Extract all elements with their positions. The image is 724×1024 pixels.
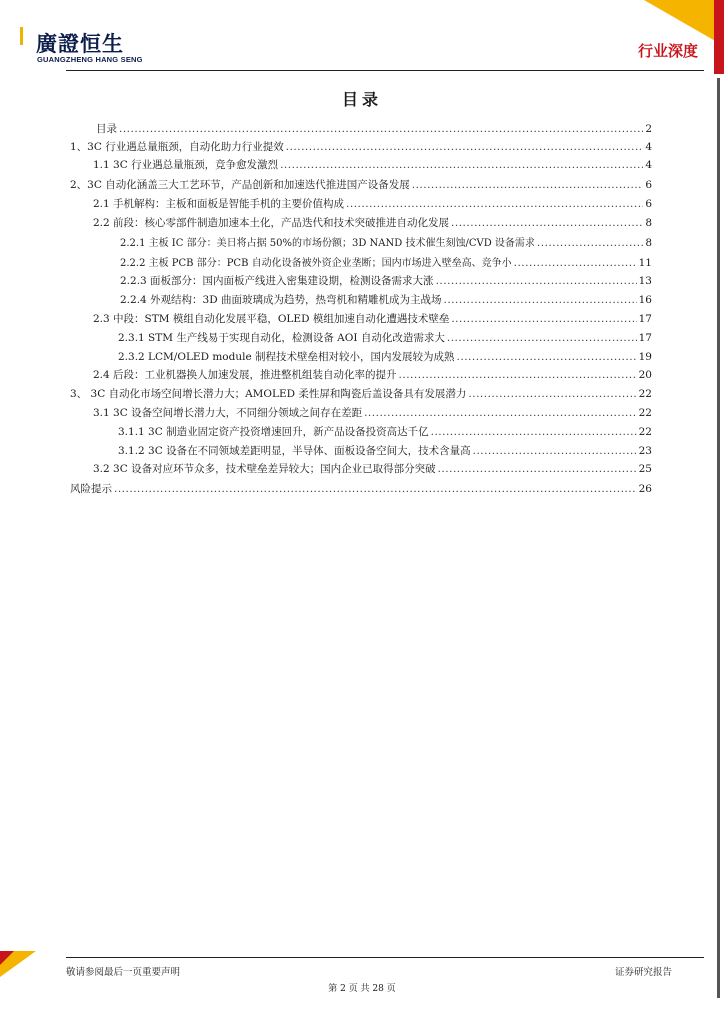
toc-entry[interactable] [120, 256, 652, 271]
toc-entry[interactable] [93, 462, 652, 476]
toc-entry-title: 1、3C 行业遇总量瓶颈，自动化助力行业提效 [70, 141, 284, 153]
logo-mark [20, 27, 23, 45]
toc-entry[interactable] [120, 274, 652, 288]
toc-entry[interactable] [120, 293, 652, 307]
toc-leader-dots [537, 236, 643, 250]
page-side-rule [717, 78, 720, 998]
toc-leader-dots [431, 425, 637, 439]
toc-entry[interactable] [96, 122, 652, 136]
toc-entry-page: 20 [638, 369, 652, 381]
toc-entry-title: 2.2 前段：核心零部件制造加速本土化，产品迭代和技术突破推进自动化发展 [93, 217, 450, 229]
toc-leader-dots [399, 368, 637, 382]
toc-entry-title: 2.2.4 外观结构：3D 曲面玻璃成为趋势，热弯机和精雕机成为主战场 [120, 294, 442, 306]
toc-leader-dots [438, 462, 637, 476]
toc-entry[interactable] [93, 368, 652, 382]
toc-leader-dots [364, 406, 637, 420]
toc-entry-page: 11 [638, 257, 652, 269]
toc-leader-dots [444, 293, 637, 307]
header-rule [66, 70, 704, 71]
toc-leader-dots [286, 140, 644, 154]
footer-rule [66, 957, 704, 958]
toc-entry-page: 17 [638, 332, 652, 344]
footer-disclaimer: 敬请参阅最后一页重要声明 [66, 967, 181, 978]
footer-decor-triangle-red [0, 951, 14, 965]
toc-entry[interactable] [93, 216, 652, 230]
toc-leader-dots [436, 274, 637, 288]
toc-entry-title: 2.2.2 主板 PCB 部分：PCB 自动化设备被外资企业垄断；国内市场进入壁垒高、竞争小 [120, 258, 512, 269]
company-logo-text: 廣證恒生 [36, 32, 124, 56]
toc-entry-title: 3.1 3C 设备空间增长潜力大，不同细分领域之间存在差距 [93, 407, 363, 419]
toc-entry-page: 4 [645, 159, 652, 171]
toc-entry-page: 4 [645, 141, 652, 153]
toc-entry-title: 3.1.1 3C 制造业固定资产投资增速回升，新产品设备投资高达千亿 [118, 426, 429, 438]
toc-entry[interactable] [70, 482, 652, 496]
footer-report-label: 证券研究报告 [614, 967, 672, 978]
toc-leader-dots [280, 158, 643, 172]
toc-leader-dots [346, 197, 643, 211]
toc-entry-title: 2.2.3 面板部分：国内面板产线进入密集建设期，检测设备需求大涨 [120, 275, 434, 287]
toc-entry[interactable] [93, 197, 652, 211]
toc-entry-title: 3、 3C 自动化市场空间增长潜力大；AMOLED 柔性屏和陶瓷后盖设备具有发展潜力 [70, 388, 467, 400]
toc-entry[interactable] [70, 387, 652, 401]
toc-entry[interactable] [120, 236, 652, 251]
toc-entry-page: 6 [645, 198, 652, 210]
toc-entry-page: 23 [638, 445, 652, 457]
toc-entry[interactable] [93, 406, 652, 420]
toc-leader-dots [119, 122, 643, 136]
footer-page-number: 第 2 页 共 28 页 [328, 984, 396, 994]
toc-leader-dots [447, 331, 637, 345]
toc-entry-page: 6 [645, 179, 652, 191]
toc-entry[interactable] [118, 444, 652, 458]
toc-leader-dots [412, 178, 644, 192]
toc-entry-title: 2.3.1 STM 生产线易于实现自动化，检测设备 AOI 自动化改造需求大 [118, 332, 445, 344]
toc-entry[interactable] [118, 331, 652, 345]
toc-entry-title: 3.2 3C 设备对应环节众多，技术壁垒差异较大；国内企业已取得部分突破 [93, 463, 436, 475]
report-type-label: 行业深度 [637, 42, 698, 60]
company-logo-english: GUANGZHENG HANG SENG [37, 55, 143, 64]
toc-leader-dots [468, 387, 636, 401]
toc-entry-page: 25 [638, 463, 652, 475]
toc-entry-page: 26 [638, 483, 652, 495]
toc-entry[interactable] [93, 158, 652, 172]
toc-entry[interactable] [118, 425, 652, 439]
toc-entry-page: 16 [638, 294, 652, 306]
toc-entry-title: 2.2.1 主板 IC 部分：美日将占据 50%的市场份额；3D NAND 技术催生刻蚀/CVD 设备需求 [120, 238, 535, 249]
toc-leader-dots [114, 482, 637, 496]
toc-entry-page: 2 [645, 123, 652, 135]
toc-entry-title: 1.1 3C 行业遇总量瓶颈，竞争愈发激烈 [93, 159, 279, 171]
toc-leader-dots [451, 216, 643, 230]
toc-entry-title: 2.1 手机解构：主板和面板是智能手机的主要价值构成 [93, 198, 345, 210]
toc-entry-title: 2.4 后段：工业机器换人加速发展，推进整机组装自动化率的提升 [93, 369, 397, 381]
toc-entry-page: 22 [638, 388, 652, 400]
toc-entry-title: 2.3.2 LCM/OLED module 制程技术壁垒相对较小，国内发展较为成熟 [118, 351, 455, 363]
toc-entry-title: 目录 [96, 123, 117, 135]
toc-title: 目录 [341, 90, 382, 109]
toc-leader-dots [514, 256, 637, 270]
toc-leader-dots [451, 312, 636, 326]
toc-entry[interactable] [118, 350, 652, 364]
toc-leader-dots [473, 444, 637, 458]
toc-entry-title: 3.1.2 3C 设备在不同领域差距明显，半导体、面板设备空间大，技术含量高 [118, 445, 471, 457]
toc-entry-page: 19 [638, 351, 652, 363]
toc-entry[interactable] [93, 312, 652, 326]
toc-leader-dots [457, 350, 637, 364]
toc-entry-page: 22 [638, 407, 652, 419]
toc-entry-title: 2.3 中段：STM 模组自动化发展平稳，OLED 模组加速自动化遭遇技术壁垒 [93, 313, 450, 325]
toc-entry[interactable] [70, 140, 652, 154]
toc-entry-page: 8 [645, 237, 652, 249]
toc-entry-page: 17 [638, 313, 652, 325]
header-decor-bar [714, 0, 724, 74]
toc-entry[interactable] [70, 178, 652, 192]
toc-entry-title: 2、3C 自动化涵盖三大工艺环节，产品创新和加速迭代推进国产设备发展 [70, 179, 410, 191]
toc-entry-page: 22 [638, 426, 652, 438]
toc-entry-page: 13 [638, 275, 652, 287]
toc-entry-page: 8 [645, 217, 652, 229]
toc-entry-title: 风险提示 [70, 483, 112, 495]
